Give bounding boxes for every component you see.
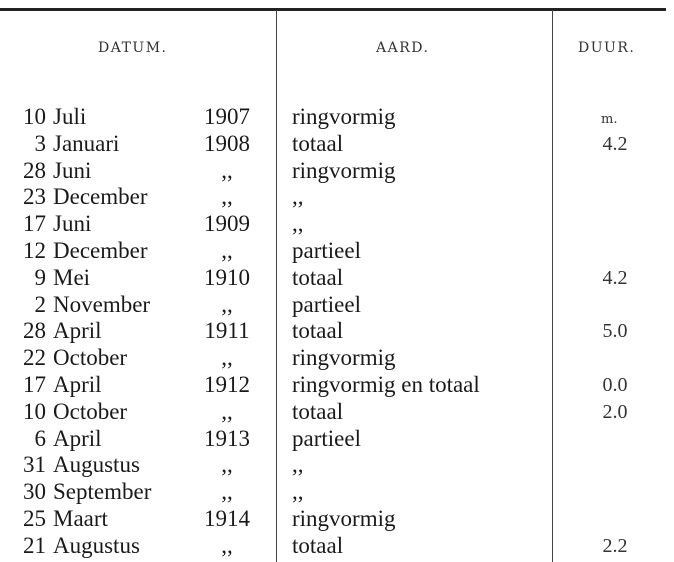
duration-cell: 4.2	[602, 132, 628, 155]
month-cell: November	[53, 291, 151, 317]
year-cell: ,,	[221, 345, 233, 371]
table-body	[0, 104, 674, 560]
duration-cell: 2.0	[602, 400, 628, 423]
kind-cell: totaal	[292, 398, 344, 424]
table-row	[0, 426, 674, 453]
day-cell: 28	[23, 318, 46, 344]
table-row	[0, 479, 674, 506]
kind-cell: ,,	[292, 211, 304, 237]
kind-cell: ringvormig	[292, 104, 396, 129]
table-row	[0, 211, 674, 238]
table-row	[0, 506, 674, 533]
kind-cell: totaal	[292, 264, 344, 290]
year-cell: 1910	[204, 264, 250, 290]
table-row	[0, 452, 674, 479]
year-cell: ,,	[221, 184, 233, 210]
header-aard: AARD.	[376, 40, 430, 56]
year-cell: ,,	[221, 237, 233, 263]
day-cell: 25	[23, 505, 46, 531]
day-cell: 10	[23, 398, 46, 424]
month-cell: October	[53, 345, 128, 371]
year-cell: 1914	[204, 505, 250, 531]
day-cell: 17	[23, 211, 46, 237]
day-cell: 28	[23, 157, 46, 183]
table-row	[0, 533, 674, 560]
top-rule	[0, 8, 666, 11]
month-cell: October	[53, 398, 128, 424]
day-cell: 23	[23, 184, 46, 210]
table-row	[0, 372, 674, 399]
year-cell: ,,	[221, 452, 233, 478]
month-cell: September	[53, 479, 152, 505]
day-cell: 2	[34, 291, 46, 317]
day-cell: 22	[23, 345, 46, 371]
month-cell: December	[53, 237, 148, 263]
month-cell: Augustus	[53, 452, 140, 478]
day-cell: 30	[23, 479, 46, 505]
kind-cell: ,,	[292, 184, 304, 210]
kind-cell: totaal	[292, 318, 344, 344]
year-cell: 1912	[204, 371, 250, 397]
kind-cell: ,,	[292, 479, 304, 505]
table-row	[0, 104, 674, 131]
kind-cell: ,,	[292, 452, 304, 478]
kind-cell: partieel	[292, 291, 361, 317]
table-row	[0, 345, 674, 372]
kind-cell: ringvormig en totaal	[292, 371, 480, 397]
month-cell: Mei	[53, 264, 91, 290]
duration-cell: 4.2	[602, 266, 628, 289]
year-cell: ,,	[221, 479, 233, 505]
day-cell: 21	[23, 532, 46, 558]
duration-cell: 2.2	[602, 534, 628, 557]
header-duur: DUUR.	[578, 40, 636, 56]
table-row	[0, 265, 674, 292]
kind-cell: partieel	[292, 425, 361, 451]
day-cell: 3	[34, 130, 46, 156]
table-row	[0, 158, 674, 185]
year-cell: ,,	[221, 291, 233, 317]
year-cell: ,,	[221, 157, 233, 183]
month-cell: Maart	[53, 505, 108, 531]
header-datum: DATUM.	[98, 40, 168, 56]
year-cell: 1908	[204, 130, 250, 156]
kind-cell: ringvormig	[292, 505, 396, 531]
year-cell: 1911	[204, 318, 250, 344]
day-cell: 12	[23, 237, 46, 263]
month-cell: April	[53, 425, 102, 451]
month-cell: December	[53, 184, 148, 210]
day-cell: 9	[34, 264, 46, 290]
kind-cell: totaal	[292, 532, 344, 558]
year-cell: 1907	[204, 104, 250, 129]
table-row	[0, 399, 674, 426]
month-cell: April	[53, 318, 102, 344]
duration-cell: 5.0	[602, 320, 628, 343]
month-cell: Juli	[53, 104, 87, 129]
year-cell: 1909	[204, 211, 250, 237]
month-cell: Juni	[53, 211, 92, 237]
month-cell: Augustus	[53, 532, 140, 558]
table-row	[0, 238, 674, 265]
duration-cell: 0.0	[602, 373, 628, 396]
kind-cell: partieel	[292, 237, 361, 263]
year-cell: ,,	[221, 532, 233, 558]
kind-cell: ringvormig	[292, 345, 396, 371]
table-row	[0, 131, 674, 158]
table-row	[0, 292, 674, 319]
duration-unit: m.	[601, 112, 618, 127]
table-row	[0, 318, 674, 345]
day-cell: 10	[23, 104, 46, 129]
table-row	[0, 184, 674, 211]
day-cell: 6	[34, 425, 46, 451]
day-cell: 31	[23, 452, 46, 478]
day-cell: 17	[23, 371, 46, 397]
kind-cell: totaal	[292, 130, 344, 156]
kind-cell: ringvormig	[292, 157, 396, 183]
year-cell: 1913	[204, 425, 250, 451]
month-cell: Juni	[53, 157, 92, 183]
year-cell: ,,	[221, 398, 233, 424]
month-cell: Januari	[53, 130, 120, 156]
month-cell: April	[53, 371, 102, 397]
